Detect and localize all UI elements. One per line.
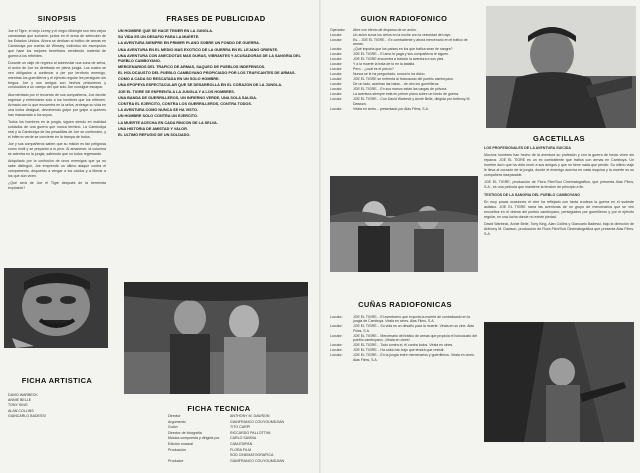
sinopsis-paragraph: Joe el Tigre, el viejo Lenny y el negro Midnight son tres viejos camaradas que lucharon juntos en el arma de selección de los Estados Unidos. Ahora se dedican al tráfico de armas en Cambodya por cuenta de Winsley, individuo sin escrúpulos que hace los mejores beneficios vendiendo material de guerra a los rebeldes. — [8, 29, 106, 58]
guion-speaker: Locutor — [330, 97, 342, 102]
artist-name: GIANCARLO BADESSI — [8, 413, 46, 418]
guion-section — [330, 14, 478, 112]
credit-value: GIANFRANCO COUYOUMDJIAN — [230, 458, 285, 463]
guion-text: Abre con efecto de disparos de un avión. — [353, 28, 417, 32]
slogan: JOE EL TIGRE SE ENFRENTA A LA JUNGLA Y A LOS HOMBRES. — [118, 89, 235, 94]
guion-title: GUION RADIOFONICO — [360, 14, 448, 23]
guion-line — [330, 67, 478, 71]
guion-line — [330, 87, 478, 91]
gacetilla-paragraph: Muchos hombres han hecho de la aventura su profesión y con la guerra de fondo viven sin reparos. JOE EL TIGRE es un ex combatiente que trafica con armas en Camboya. Un hombre duro que ha visto morir a sus amigos y que no tiene nada que perder. Su último viaje le lleva al corazón de la jungla, donde el enemigo acecha en cada esquina y la muerte es su compañera inseparable. — [484, 153, 634, 178]
guion-speaker: Locutor — [330, 47, 342, 52]
cuna-text: JOE EL TIGRE... Mercenario del tráfico de armas que propicia el holocausto del pueblo camboyano. ¡Véala en cines! — [353, 333, 477, 343]
cuna-text: JOE EL TIGRE... Ha caído tan bajo que tendrá que resistir. — [353, 348, 445, 353]
face-closeup-photo-art — [4, 268, 108, 348]
guion-line — [330, 77, 478, 81]
slogan: COMO A CADA SO RESCATADA EN UN SOLO HOMBRE. — [118, 77, 220, 82]
guion-line — [330, 38, 478, 47]
gacetilla-headline: LOS PROFESIONALES DE LA AVENTURA SUICIDA — [484, 146, 571, 150]
guion-speaker: Locutor — [330, 77, 342, 82]
credit-value: TITO CARPI — [230, 425, 251, 430]
face-closeup-photo — [4, 268, 108, 348]
cuna-text: JOE EL TIGRE... Todo contra el, él contra todos. Véala en cines. — [353, 343, 454, 348]
credit-value: RICCARDO PALLOTTINI — [230, 430, 271, 435]
artist-name: DAVID WARBECK — [8, 393, 38, 397]
sinopsis-paragraph: Atormentado por el recuerdo de sus compañeros, Joe decide regresar y enfrentarse solo a los hombres que los retienen. Armado con lo que encuentra en la selva, arriesga su vida en una lucha desigual, devolviendo golpe por golpe a quienes han masacrado a los suyos. — [8, 92, 106, 117]
ficha-tecnica-section — [124, 404, 314, 413]
cuna-line — [330, 353, 480, 362]
frases-title: FRASES DE PUBLICIDAD — [166, 14, 266, 23]
slogan: UN HOMBRE QUE SE HACE TEMER EN LA JUNGLA. — [118, 29, 213, 33]
slogan: EL ULTIMO REFUGIO DE UN SOLDADO. — [118, 132, 191, 137]
cuna-text: JOE EL TIGRE... El aventurero que exporta la muerte de contrabando en la jungla de Camboya. Véala en cines. Alas Films, S.A. — [353, 315, 471, 324]
credit-value: FLORA FILM — [230, 447, 251, 452]
guion-line — [330, 57, 478, 61]
guion-line — [330, 107, 478, 111]
cuna-text: JOE EL TIGRE... Su vida es un desafío para la muerte. Véala en su cine. Alas Films, S.A. — [353, 324, 475, 333]
credit-value: ANTHONY M. DAWSON — [230, 414, 270, 418]
guion-text: JOE EL TIGRE encuentra a traición la aventura a sus pies. — [353, 57, 445, 62]
cuna-line — [330, 348, 480, 352]
page-fold — [319, 0, 321, 473]
guion-line — [330, 92, 478, 96]
guion-text: JOE EL TIGRE... En sus manos están las cargas de pólvora. — [353, 87, 448, 92]
guion-text: JOE EL TIGRE se enfrenta al holocausto del pueblo camboyano. — [353, 77, 454, 82]
ficha-artistica-title: FICHA ARTISTICA — [21, 376, 93, 385]
sinopsis-section — [8, 14, 106, 194]
guion-speaker: Locutor — [330, 92, 342, 97]
cuna-line — [330, 324, 480, 333]
slogan: UNA AVENTURA CON ANECDOTAS MAS DURAS, VIBRANTES Y ACUSADORAS DE LA SANGRIA DEL PUEBLO CAMBOYANO. — [118, 53, 301, 63]
guion-line — [330, 52, 478, 56]
credit-role: Música compuesta y dirigida por — [168, 436, 220, 441]
frases-section — [118, 14, 314, 139]
slogan: CONTRA EL EJERCITO, CONTRA LOS GUERRILLEROS, CONTRA TODOS. — [118, 101, 252, 106]
slogan: UNA AVENTURA EN EL MEDIO MAS EXOTICO DE LA GUERRA EN EL LEJANO ORIENTE. — [118, 47, 279, 52]
sinopsis-paragraph: Joe y sus compañeros saben que su misión es tan peligrosa como inútil y se preparan a lo peor. Al amanecer, la columna se adentra en la jungla, sabiendo que no todos regresarán. — [8, 142, 106, 156]
guion-speaker: Locutor — [330, 38, 342, 42]
cuna-speaker: Locutor: — [330, 343, 343, 348]
guion-speaker: Locutor — [330, 82, 342, 87]
cuna-line — [330, 343, 480, 347]
slogan: EL HOLOCAUSTO DEL PUEBLO CAMBOYANO PROPICIADO POR LOS TRAFICANTES DE ARMAS. — [118, 70, 296, 75]
slogan: UNA BANDA DE GUERRILLEROS, UN INFIERNO VERDE, UNA SOLA SALIDA. — [118, 95, 258, 100]
guion-line — [330, 28, 478, 32]
cuna-speaker: Locutor: — [330, 348, 343, 353]
credit-role: Edición musical — [168, 441, 193, 446]
soldier-photo — [486, 6, 636, 128]
guion-speaker: Locutor — [330, 62, 342, 67]
jungle-men-photo — [330, 176, 478, 272]
gacetilla-headline: TESTIGOS DE LA SANGRIA DEL PUEBLO CAMBOYANO — [484, 192, 580, 197]
guion-text: Un avión surca los cielos en la noche con la velocidad del rayo. — [353, 33, 452, 37]
credit-role: Director — [168, 414, 181, 418]
guion-speaker: Locutor — [330, 87, 342, 92]
credit-role: Producción — [168, 447, 186, 452]
cuna-line — [330, 315, 480, 324]
jungle-soldier-photo — [484, 322, 634, 442]
ficha-artistica-section — [8, 376, 106, 419]
guion-line — [330, 97, 478, 106]
credit-value: GIANFRANCO COUYOUMDJIAN — [230, 419, 285, 424]
guion-speaker: Locutor — [330, 33, 342, 37]
credit-role: Director de fotografía — [168, 430, 202, 435]
guion-text: Pero... ¿cuál es el precio? — [353, 67, 394, 72]
two-figures-photo-art — [124, 282, 308, 394]
guion-speaker: Locutor — [330, 72, 342, 77]
guion-text: ¿Qué importa que los países en los que trafica sean de sangre? — [353, 47, 453, 52]
cuna-speaker: Locutor: — [330, 324, 343, 329]
guion-speaker: Locutor — [330, 57, 342, 62]
credit-value: SOD CINEMATOGRAFICA — [230, 453, 274, 458]
gacetillas-title: GACETILLAS — [533, 134, 585, 143]
soldier-photo-art — [486, 6, 636, 128]
sinopsis-paragraph: Todos los hombres en la jungla, siguen siendo en realidad soldados de una guerra que nunca terminó. La Cambodya real y la Cambodya de las pesadillas de Joe se confunden, y el infierno verde se convierte en la trampa de todos. — [8, 119, 106, 139]
credit-role: Guión — [168, 425, 178, 430]
guion-text: De un lado, acechan las balas... de otro los guerrilleros. — [353, 82, 440, 87]
cuna-line — [330, 334, 480, 343]
slogan: UNA HISTORIA DE AMISTAD Y VALOR. — [118, 126, 188, 131]
cuna-speaker: Locutor: — [330, 315, 343, 319]
cunas-title: CUÑAS RADIOFONICAS — [358, 300, 452, 309]
ficha-tecnica-title: FICHA TECNICA — [187, 404, 251, 413]
guion-text: Y a la muerte la trata de tú en la batalla. — [353, 62, 416, 67]
guion-speaker: Operador — [330, 28, 345, 32]
cuna-speaker: Locutor: — [330, 353, 343, 358]
sinopsis-title: SINOPSIS — [37, 14, 77, 23]
guion-text: La aventura siempre está en primer plano sobre un fondo de guerra. — [353, 92, 460, 97]
slogan: LA AVENTURA COMO NUNCA SE HA VISTO. — [118, 108, 198, 113]
ficha-tecnica-table — [168, 414, 318, 464]
guion-line — [330, 33, 478, 37]
cunas-section — [330, 300, 480, 363]
guion-speaker: Locutor — [330, 52, 342, 57]
guion-text: Véala en cines... presentado por Alas Films, S.A. — [353, 106, 429, 111]
credit-row — [168, 459, 318, 465]
credit-value: CAM-EDIPAN — [230, 441, 253, 446]
gacetilla-paragraph: JOE EL TIGRE, producción de Flora Film/Sod Cinematográfica, que presenta Alas Films, S.A., es una película que mantiene la tensión de principio a fin. — [484, 180, 634, 190]
two-figures-photo — [124, 282, 308, 394]
jungle-soldier-photo-art — [484, 322, 634, 442]
slogan: SU VIDA ES UN DESAFIO PARA LA MUERTE. — [118, 35, 200, 40]
cuna-speaker: Locutor: — [330, 333, 343, 338]
artist-name: TONY KING — [8, 403, 28, 408]
cuna-text: JOE EL TIGRE... En la jungla entre mercenarios y guerrilleros. Véala en cines. Alas Films, S.A. — [353, 353, 475, 362]
slogan: LA AVENTURA SIEMPRE EN PRIMER PLANO SOBRE UN FONDO DE GUERRA. — [118, 41, 260, 46]
artist-name: ANNIE BELLE — [8, 398, 32, 403]
guion-text: JOE EL TIGRE... El amo le paga y sus compañeros le siguen. — [353, 52, 450, 57]
jungle-men-photo-art — [330, 176, 478, 272]
guion-line — [330, 72, 478, 76]
guion-speaker: Locutor — [330, 106, 342, 111]
guion-text: Nunca se le ha preguntado, nunca lo ha dicho. — [353, 72, 426, 77]
slogan: UN HOMBRE SOLO CONTRA UN EJERCITO. — [118, 114, 198, 119]
gacetillas-section — [484, 134, 634, 240]
sinopsis-paragraph: Aniquilado por la confusión de unos enemigos que ya no sabe distinguir, Joe emprende un último ataque contra el campamento, dispuesto a vengar a los caídos y a liberar a los que aún viven. — [8, 159, 106, 178]
sinopsis-paragraph: ¿Qué será de Joe el Tigre después de la tremenda explosión? — [8, 181, 106, 191]
gacetilla-paragraph: En muy pocas ocasiones el cine ha reflejado con tanta crudeza la guerra en el sudeste asiático. JOE EL TIGRE narra las aventuras de un grupo de mercenarios que se ven envueltos en el drama del pueblo camboyano, perseguidos por guerrilleros y por el ejército regular, en una lucha donde no existe piedad. — [484, 200, 634, 219]
guion-text: Es... JOE EL TIGRE... Ex combatiente y ahora mercenario en el tráfico de armas. — [353, 38, 468, 47]
credit-role: Argumento — [168, 419, 186, 424]
slogan: MERCENARIOS DEL TRAFICO DE ARMAS, SAQUEO DE PUEBLOS INDEFENSOS. — [118, 64, 266, 69]
credit-value: CARLO SAVINA — [230, 436, 257, 441]
guion-line — [330, 82, 478, 86]
guion-text: JOE EL TIGRE... Con David Warbeck y Annie Belle, dirigida por Anthony M. Dawson. — [353, 97, 471, 106]
gacetilla-paragraph: David Warbeck, Annie Belle, Tony King, Alan Collins y Giancarlo Badessi, bajo la dirección de Anthony M. Dawson, producción de Flora Film/Sod Cinematográfica que presenta Alas Films, S.A. — [484, 222, 634, 237]
sinopsis-paragraph: Durante un viaje de regreso al sobrevolar una zona de selva, el avión de Joe es derribado en plena jungla. Los cuatro se ven obligados a continuar a pie por territorio enemigo, mientras los guerrilleros y el ejército regular les persiguen sin tregua. Joe y sus amigos son hechos prisioneros y conducidos a un campo del que solo Joe consigue escapar. — [8, 60, 106, 90]
guion-line — [330, 47, 478, 51]
guion-line — [330, 62, 478, 66]
slogan: UNA EPOPEYA ESPECTACULAR QUE SE DESARROLLA EN EL CORAZON DE LA JUNGLA. — [118, 83, 283, 88]
guion-speaker: Locutor — [330, 67, 342, 72]
slogan: LA MUERTE ACECHA EN CADA RINCON DE LA SELVA. — [118, 120, 218, 125]
artist-name: ALAN COLLINS — [8, 408, 34, 413]
credit-role: Productor — [168, 458, 184, 463]
